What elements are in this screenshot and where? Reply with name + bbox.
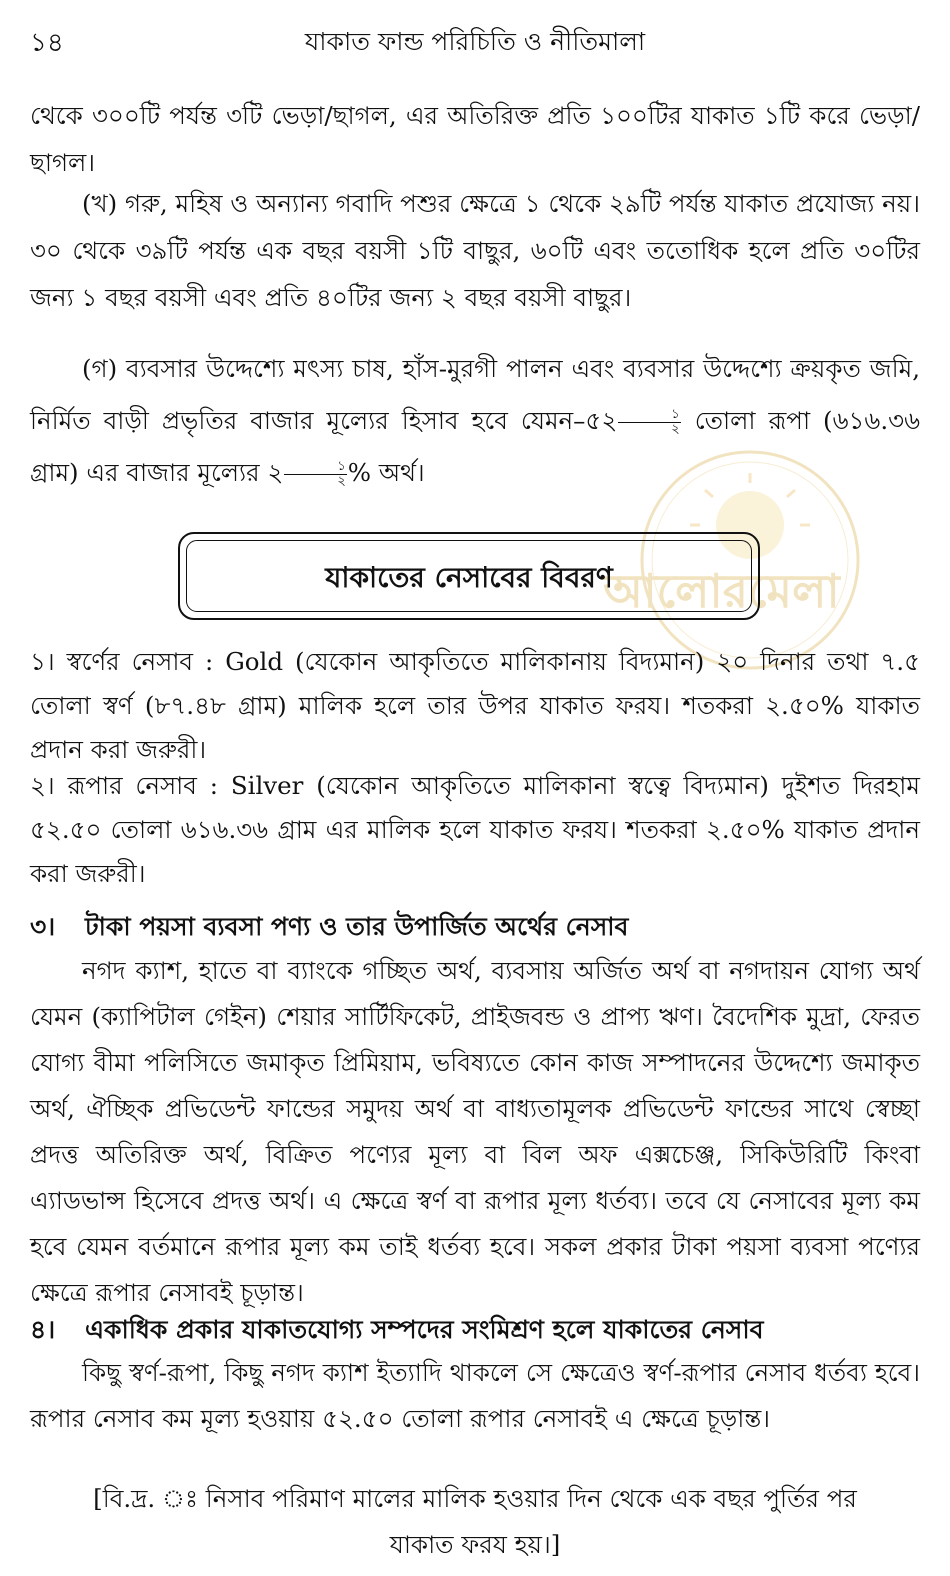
section-4-body: কিছু স্বর্ণ-রূপা, কিছু নগদ ক্যাশ ইত্যাদি থাকলে সে ক্ষেত্রেও স্বর্ণ-রূপার নেসাব ধর্তব্য হবে। রূপার নেসাব কম মূল্য হওয়ায় ৫২.৫০ তোলা রূপার নেসাবই এ ক্ষেত্রে চূড়ান্ত।	[30, 1358, 920, 1433]
page-header	[30, 22, 920, 62]
fraction-half-2	[284, 460, 346, 489]
section-4-number: ৪।	[30, 1315, 56, 1344]
section-4-heading	[30, 1310, 920, 1350]
fraction-half	[618, 408, 680, 437]
section-title: যাকাতের নেসাবের বিবরণ	[325, 561, 613, 594]
watermark-text: আলোরমেলা	[603, 564, 840, 618]
nisab-item-silver: ২। রূপার নেসাব : Silver (যেকোন আকৃতিতে মালিকানা স্বত্বে বিদ্যমান) দুইশত দিরহাম ৫২.৫০ তোলা ৬১৬.৩৬ গ্রাম এর মালিক হলে যাকাত ফরয। শতকরা ২.৫০% যাকাত প্রদান করা জরুরী।	[30, 771, 920, 888]
fraction-numerator-2: ১	[284, 460, 346, 475]
section-3-number: ৩।	[30, 912, 56, 941]
paragraph-3-text-a: (গ) ব্যবসার উদ্দেশ্যে মৎস্য চাষ, হাঁস-মুরগী পালন এবং ব্যবসার উদ্দেশ্যে ক্রয়কৃত জমি, নির্মিত বাড়ী প্রভৃতির বাজার মূল্যের হিসাব হবে যেমন–৫২	[30, 354, 920, 435]
section-3-heading	[30, 907, 920, 947]
fraction-numerator: ১	[618, 408, 680, 423]
section-3-title: টাকা পয়সা ব্যবসা পণ্য ও তার উপার্জিত অর্থের নেসাব	[85, 912, 629, 941]
section-3-body: নগদ ক্যাশ, হাতে বা ব্যাংকে গচ্ছিত অর্থ, ব্যবসায় অর্জিত অর্থ বা নগদায়ন যোগ্য অর্থ যেমন (ক্যাপিটাল গেইন) শেয়ার সার্টিফিকেট, প্রাইজবন্ড ও প্রাপ্য ঋণ। বৈদেশিক মুদ্রা, ফেরত যোগ্য বীমা পলিসিতে জমাকৃত প্রিমিয়াম, ভবিষ্যতে কোন কাজ সম্পাদনের উদ্দেশ্যে জমাকৃত অর্থ, ঐচ্ছিক প্রভিডেন্ট ফান্ডের সমুদয় অর্থ বা বাধ্যতামূলক প্রভিডেন্ট ফান্ডের সাথে স্বেচ্ছা প্রদত্ত অতিরিক্ত অর্থ, বিক্রিত পণ্যের মূল্য বা বিল অফ এক্সচেঞ্জ, সিকিউরিটি কিংবা এ্যাডভান্স হিসেবে প্রদত্ত অর্থ। এ ক্ষেত্রে স্বর্ণ বা রূপার মূল্য ধর্তব্য। তবে যে নেসাবের মূল্য কম হবে যেমন বর্তমানে রূপার মূল্য কম তাই ধর্তব্য হবে। সকল প্রকার টাকা পয়সা ব্যবসা পণ্যের ক্ষেত্রে রূপার নেসাবই চূড়ান্ত।	[30, 956, 920, 1307]
page-number: ১৪	[30, 28, 64, 58]
fraction-denominator-2: ২	[337, 474, 346, 489]
running-title: যাকাত ফান্ড পরিচিতি ও নীতিমালা	[304, 27, 646, 56]
intro-paragraph-3	[30, 343, 920, 499]
nisab-item-gold: ১। স্বর্ণের নেসাব : Gold (যেকোন আকৃতিতে মালিকানায় বিদ্যমান) ২০ দিনার তথা ৭.৫ তোলা স্বর্ণ (৮৭.৪৮ গ্রাম) মালিক হলে তার উপর যাকাত ফরয। শতকরা ২.৫০% যাকাত প্রদান করা জরুরী।	[30, 647, 920, 764]
section-4-title: একাধিক প্রকার যাকাতযোগ্য সম্পদের সংমিশ্রণ হলে যাকাতের নেসাব	[85, 1315, 764, 1344]
paragraph-3-text-b: তোলা রূপা (৬১৬.৩৬ গ্রাম) এর বাজার মূল্যের ২	[30, 406, 920, 487]
intro-paragraph-2: (খ) গরু, মহিষ ও অন্যান্য গবাদি পশুর ক্ষেত্রে ১ থেকে ২৯টি পর্যন্ত যাকাত প্রযোজ্য নয়। ৩০ থেকে ৩৯টি পর্যন্ত এক বছর বয়সী ১টি বাছুর, ৬০টি এবং ততোধিক হলে প্রতি ৩০টির জন্য ১ বছর বয়সী এবং প্রতি ৪০টির জন্য ২ বছর বয়সী বাছুর।	[30, 189, 920, 312]
paragraph-3-text-c: % অর্থ।	[347, 458, 425, 487]
fraction-denominator: ২	[671, 422, 680, 437]
footnote: [বি.দ্র. ঃ নিসাব পরিমাণ মালের মালিক হওয়ার দিন থেকে এক বছর পুর্তির পর যাকাত ফরয হয়।]	[93, 1484, 857, 1559]
intro-paragraph-1: থেকে ৩০০টি পর্যন্ত ৩টি ভেড়া/ছাগল, এর অতিরিক্ত প্রতি ১০০টির যাকাত ১টি করে ভেড়া/ছাগল।	[30, 101, 920, 177]
section-title-box	[178, 532, 760, 620]
